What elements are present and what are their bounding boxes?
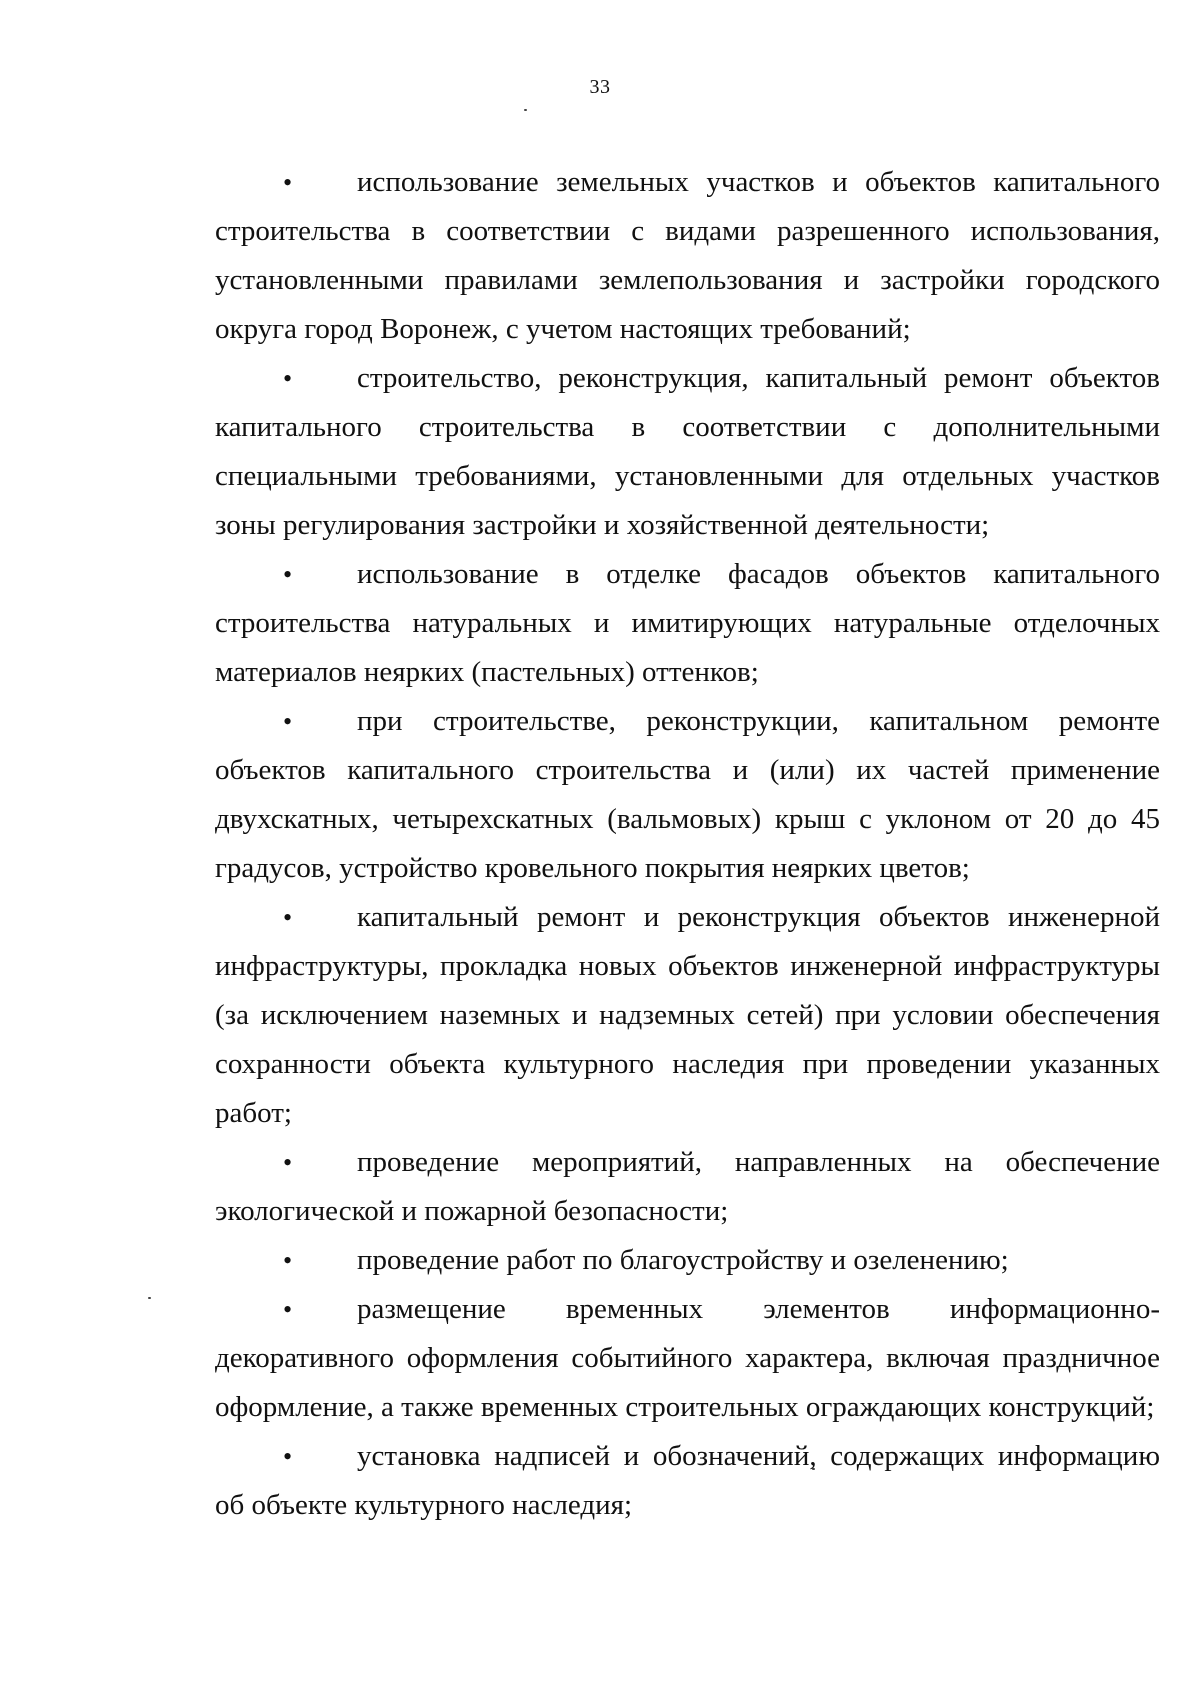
- list-item-text: установка надписей и обозначений, содержащих информацию об объекте культурного наследия;: [215, 1440, 1160, 1521]
- scan-speck: [148, 1297, 151, 1299]
- list-item-text: строительство, реконструкция, капитальный ремонт объектов капитального строительства в соответствии с дополнительными специальными требованиями, установленными для отдельных участков зоны регулирования застройки и хозяйственной деятельности;: [215, 362, 1160, 541]
- page-number: 33: [589, 76, 611, 98]
- list-item: [215, 893, 1160, 1138]
- bullet-icon: •: [283, 1442, 293, 1471]
- list-item-text: проведение работ по благоустройству и озеленению;: [357, 1244, 1009, 1276]
- bullet-icon: •: [283, 903, 293, 932]
- list-item-text: проведение мероприятий, направленных на обеспечение экологической и пожарной безопасности;: [215, 1146, 1160, 1227]
- list-item: [215, 550, 1160, 697]
- list-item: [215, 697, 1160, 893]
- list-item: [215, 1285, 1160, 1432]
- bullet-icon: •: [283, 707, 293, 736]
- list-item-text: при строительстве, реконструкции, капитальном ремонте объектов капитального строительства и (или) их частей применение двухскатных, четырехскатных (вальмовых) крыш с уклоном от 20 до 45 градусов, устройство кровельного покрытия неярких цветов;: [215, 705, 1160, 884]
- list-item: [215, 354, 1160, 550]
- list-item: [215, 1432, 1160, 1530]
- scan-speck: [524, 109, 527, 111]
- list-item: [215, 158, 1160, 354]
- bullet-icon: •: [283, 1246, 293, 1275]
- list-item: [215, 1236, 1160, 1285]
- bullet-icon: •: [283, 1295, 293, 1324]
- bullet-list: [215, 158, 1160, 1530]
- list-item-text: капитальный ремонт и реконструкция объектов инженерной инфраструктуры, прокладка новых объектов инженерной инфраструктуры (за исключением наземных и надземных сетей) при условии обеспечения сохранности объекта культурного наследия при проведении указанных работ;: [215, 901, 1160, 1129]
- bullet-icon: •: [283, 168, 293, 197]
- list-item-text: использование земельных участков и объектов капитального строительства в соответствии с видами разрешенного использования, установленными правилами землепользования и застройки городского округа город Воронеж, с учетом настоящих требований;: [215, 166, 1160, 345]
- bullet-icon: •: [283, 1148, 293, 1177]
- list-item-text: использование в отделке фасадов объектов капитального строительства натуральных и имитирующих натуральные отделочных материалов неярких (пастельных) оттенков;: [215, 558, 1160, 688]
- list-item-text: размещение временных элементов информационно-декоративного оформления событийного характера, включая праздничное оформление, а также временных строительных ограждающих конструкций;: [215, 1293, 1160, 1423]
- bullet-icon: •: [283, 364, 293, 393]
- bullet-icon: •: [283, 560, 293, 589]
- list-item: [215, 1138, 1160, 1236]
